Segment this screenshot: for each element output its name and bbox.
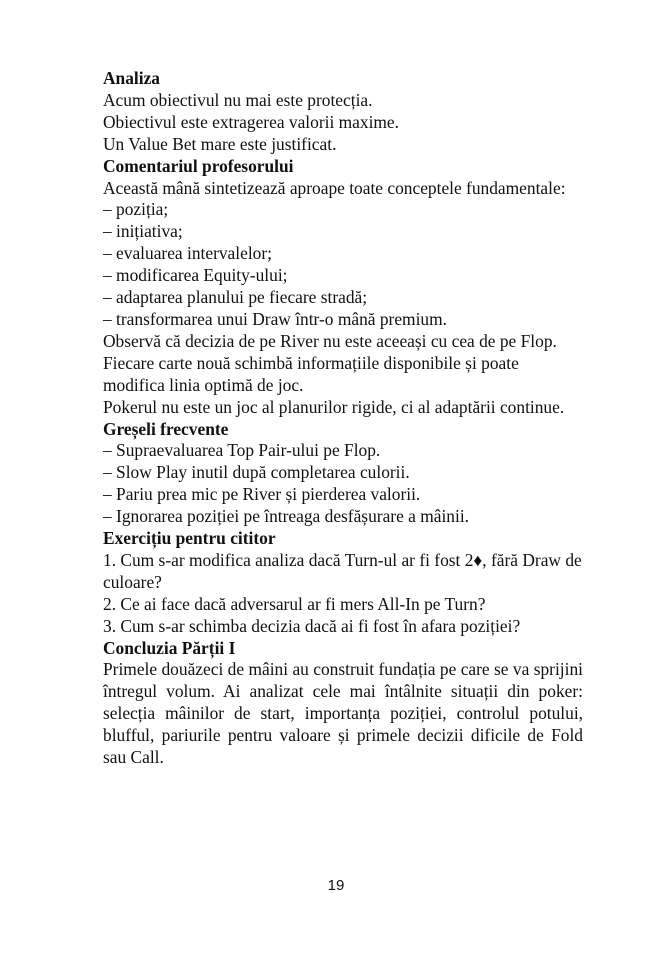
comentariu-intro: Această mână sintetizează aproape toate conceptele fundamentale: [103, 177, 566, 198]
page-body [103, 68, 583, 769]
exercise-item: 2. Ce ai face dacă adversarul ar fi mers All-In pe Turn? [103, 593, 486, 614]
exercise-item: 3. Cum s-ar schimba decizia dacă ai fi fost în afara poziției? [103, 615, 521, 636]
list-item: – Supraevaluarea Top Pair-ului pe Flop. [103, 440, 381, 461]
list-item: – adaptarea planului pe fiecare stradă; [103, 287, 368, 308]
list-item: – poziția; [103, 199, 169, 220]
list-item: – modificarea Equity-ului; [103, 265, 288, 286]
list-item: – transformarea unui Draw într-o mână premium. [103, 308, 447, 329]
page-number: 19 [327, 877, 345, 894]
section-heading-concluzie: Concluzia Părții I [103, 637, 236, 658]
list-item: – inițiativa; [103, 221, 183, 242]
analiza-line: Un Value Bet mare este justificat. [103, 133, 337, 154]
list-item: – Ignorarea poziției pe întreaga desfășurare a mâinii. [103, 506, 469, 527]
section-heading-exercitiu: Exercițiu pentru cititor [103, 528, 276, 549]
list-item: – evaluarea intervalelor; [103, 243, 272, 264]
comentariu-paragraph: Observă că decizia de pe River nu este aceeași cu cea de pe Flop. [103, 330, 557, 351]
comentariu-paragraph: Pokerul nu este un joc al planurilor rigide, ci al adaptării continue. [103, 396, 565, 417]
analiza-line: Acum obiectivul nu mai este protecția. [103, 89, 373, 110]
section-heading-comentariu: Comentariul profesorului [103, 155, 294, 176]
list-item: – Pariu prea mic pe River și pierderea valorii. [103, 484, 421, 505]
exercise-item: 1. Cum s-ar modifica analiza dacă Turn-ul ar fi fost 2♦, fără Draw de culoare? [103, 549, 582, 592]
comentariu-paragraph: Fiecare carte nouă schimbă informațiile disponibile și poate modifica linia optimă de joc. [103, 352, 519, 395]
section-heading-analiza: Analiza [103, 68, 161, 88]
list-item: – Slow Play inutil după completarea culorii. [103, 462, 410, 483]
section-heading-greseli: Greșeli frecvente [103, 418, 229, 439]
concluzie-paragraph: Primele douăzeci de mâini au construit fundația pe care se va sprijini întregul volum. Ai analizat cele mai întâlnite situații din poker: selecția mâinilor de start, importanța poziției, controlul potului, blufful, pariurile pentru valoare și primele decizii dificile de Fold sau Call. [103, 659, 583, 768]
analiza-line: Obiectivul este extragerea valorii maxime. [103, 111, 399, 132]
